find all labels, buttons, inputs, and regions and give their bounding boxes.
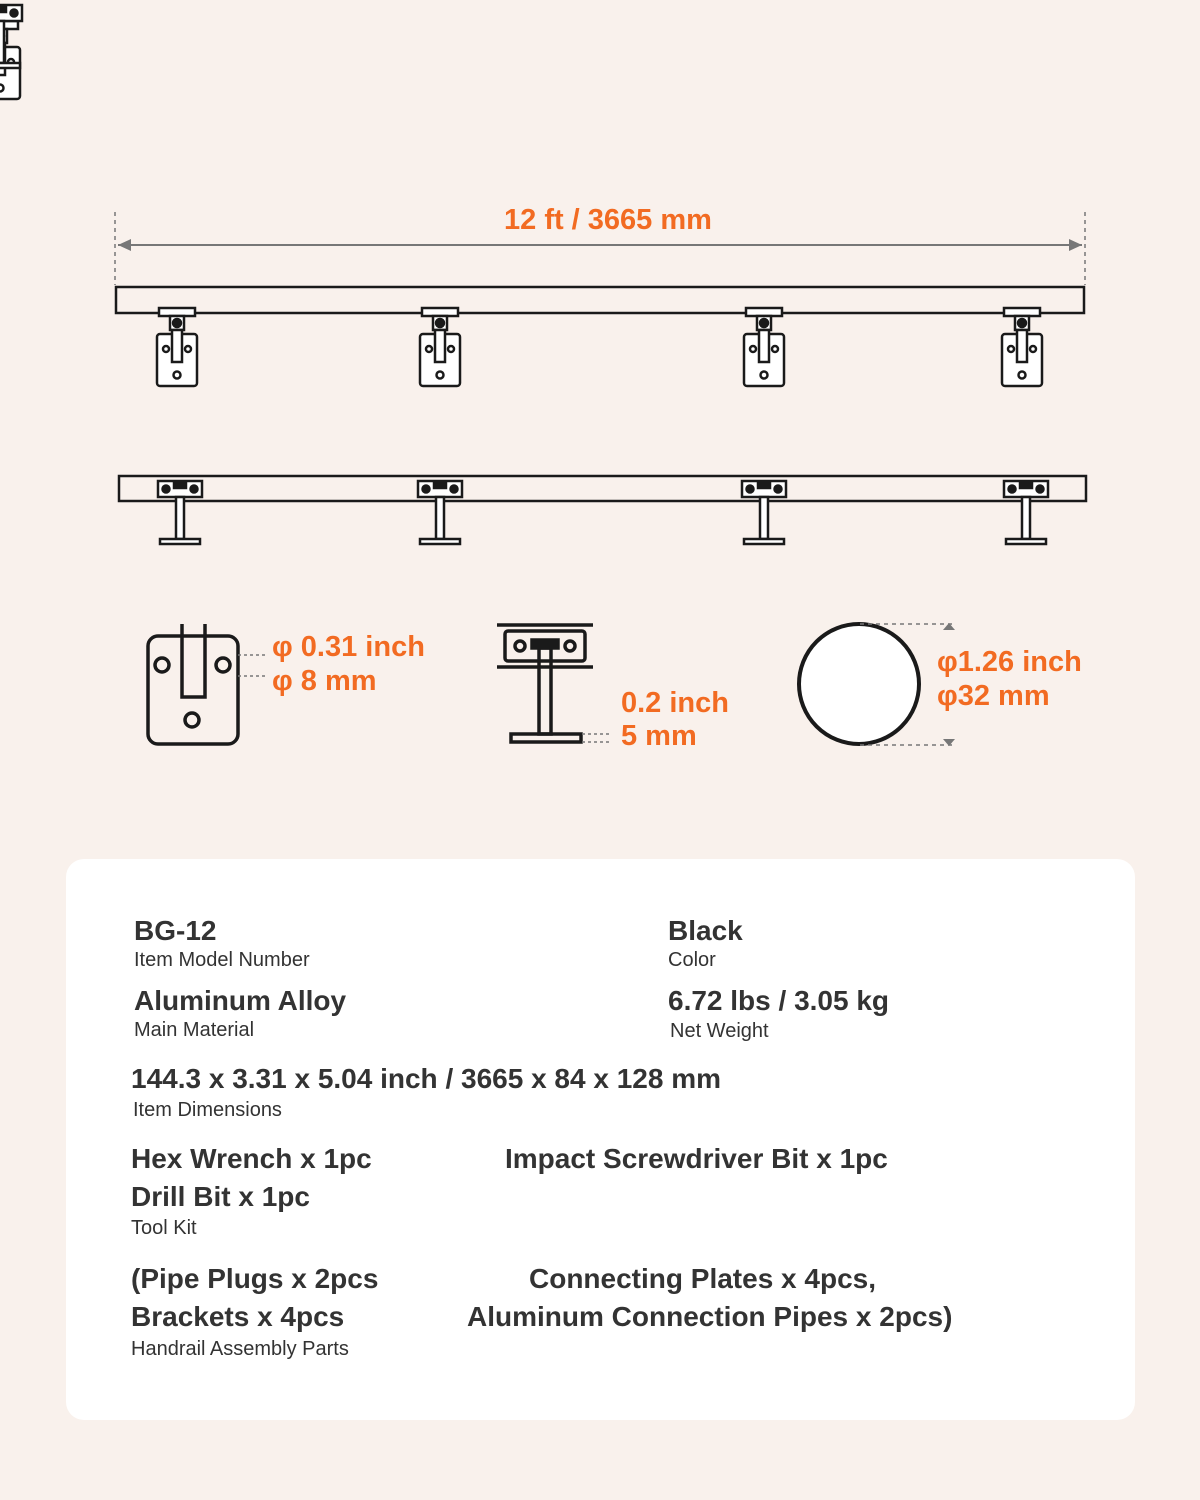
dimensions-label: Item Dimensions (133, 1099, 282, 1121)
assembly-item-connection-pipes: Aluminum Connection Pipes x 2pcs) (467, 1301, 953, 1332)
net-weight-label: Net Weight (670, 1020, 769, 1042)
dimensions-value: 144.3 x 3.31 x 5.04 inch / 3665 x 84 x 128 mm (131, 1063, 721, 1094)
tool-kit-label: Tool Kit (131, 1217, 197, 1239)
hole-diameter-mm: φ 8 mm (272, 665, 377, 697)
assembly-item-brackets: Brackets x 4pcs (131, 1301, 345, 1332)
color-value: Black (668, 915, 743, 946)
rail-side-view (0, 5, 1086, 544)
tool-kit-item-hex-wrench: Hex Wrench x 1pc (131, 1143, 372, 1174)
hole-diameter-inch: φ 0.31 inch (272, 631, 425, 663)
assembly-item-pipe-plugs: (Pipe Plugs x 2pcs (131, 1263, 379, 1294)
model-number-label: Item Model Number (134, 949, 310, 971)
material-label: Main Material (134, 1019, 255, 1041)
tool-kit-item-screwdriver-bit: Impact Screwdriver Bit x 1pc (505, 1143, 888, 1174)
length-label: 12 ft / 3665 mm (504, 204, 712, 236)
pipe-cross-section (799, 623, 955, 746)
pipe-diameter-inch: φ1.26 inch (937, 646, 1082, 678)
tool-kit-item-drill-bit: Drill Bit x 1pc (131, 1181, 310, 1212)
assembly-parts-label: Handrail Assembly Parts (131, 1338, 349, 1360)
assembly-item-connecting-plates: Connecting Plates x 4pcs, (529, 1263, 876, 1294)
plate-thickness-mm: 5 mm (621, 720, 697, 752)
model-number-value: BG-12 (134, 915, 217, 946)
plate-hole-detail (148, 624, 268, 744)
material-value: Aluminum Alloy (134, 985, 347, 1016)
specifications-card (66, 859, 1135, 1420)
color-label: Color (668, 949, 716, 971)
plate-thickness-inch: 0.2 inch (621, 687, 729, 719)
net-weight-value: 6.72 lbs / 3.05 kg (668, 985, 890, 1016)
bracket-detail (497, 625, 612, 742)
pipe-diameter-mm: φ32 mm (937, 680, 1050, 712)
